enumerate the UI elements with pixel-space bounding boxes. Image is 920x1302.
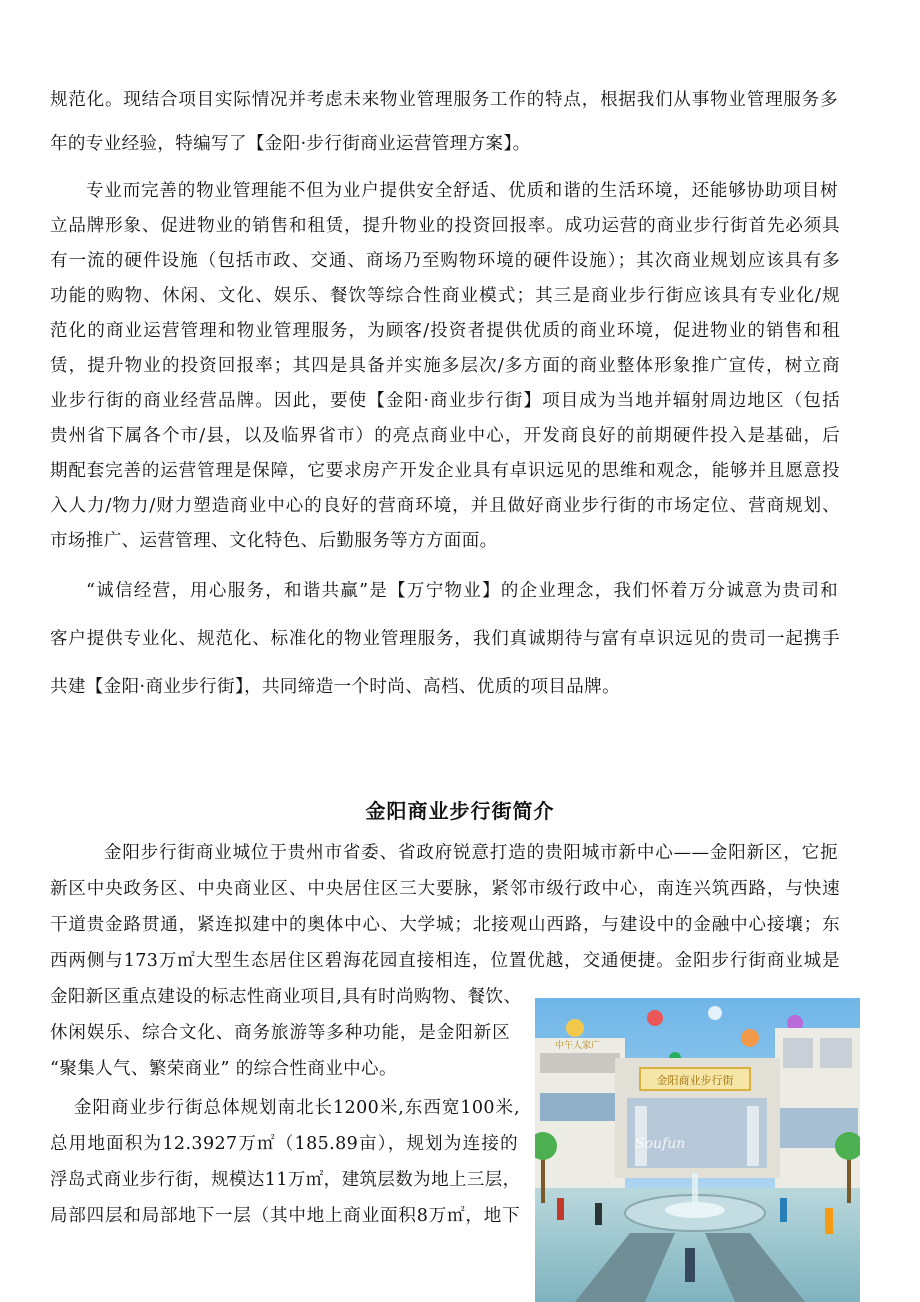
person <box>825 1208 833 1234</box>
balloon <box>708 1006 722 1020</box>
balloon <box>566 1019 584 1037</box>
section-line: “聚集人气、繁荣商业” 的综合性商业中心。 <box>50 1059 397 1079</box>
paragraph-line: 范化的商业运营管理和物业管理服务，为顾客/投资者提供优质的商业环境，促进物业的销售和租 <box>50 321 840 341</box>
street-rendering-image <box>535 998 860 1302</box>
paragraph-line: 立品牌形象、促进物业的销售和租赁，提升物业的投资回报率。成功运营的商业步行街首先必须具 <box>50 216 840 236</box>
balloon <box>741 1029 759 1047</box>
paragraph-line: 期配套完善的运营管理是保障，它要求房产开发企业具有卓识远见的思维和观念，能够并且愿意投 <box>50 461 840 481</box>
intro-line: 规范化。现结合项目实际情况并考虑未来物业管理服务工作的特点，根据我们从事物业管理服务多 <box>50 90 838 110</box>
person <box>780 1198 787 1222</box>
person <box>685 1248 695 1282</box>
paragraph-line: 业步行街的商业经营品牌。因此，要使【金阳·商业步行街】项目成为当地并辐射周边地区（包括 <box>50 391 840 411</box>
section-line: 局部四层和局部地下一层（其中地上商业面积8万㎡，地下 <box>50 1206 520 1226</box>
intro-line: 年的专业经验，特编写了【金阳·步行街商业运营管理方案】。 <box>50 134 531 154</box>
section-line: 总用地面积为12.3927万㎡（185.89亩），规划为连接的 <box>50 1134 518 1154</box>
section-line: 新区中央政务区、中央商业区、中央居住区三大要脉，紧邻市级行政中心，南连兴筑西路，与快速 <box>50 879 840 899</box>
balloon <box>647 1010 663 1026</box>
paragraph-line: 入人力/物力/财力塑造商业中心的良好的营商环境，并且做好商业步行街的市场定位、营商规划、 <box>50 496 840 516</box>
paragraph-line: 赁，提升物业的投资回报率；其四是具备并实施多层次/多方面的商业整体形象推广宣传，树立商 <box>50 356 840 376</box>
paragraph-line: 市场推广、运营管理、文化特色、后勤服务等方方面面。 <box>50 531 498 551</box>
paragraph-line: 客户提供专业化、规范化、标准化的物业管理服务，我们真诚期待与富有卓识远见的贵司一起携手 <box>50 629 840 649</box>
person <box>557 1198 564 1220</box>
section-line: 金阳新区重点建设的标志性商业项目,具有时尚购物、餐饮、 <box>50 987 522 1007</box>
paragraph-line: 专业而完善的物业管理能不但为业户提供安全舒适、优质和谐的生活环境，还能够协助项目树 <box>86 181 838 201</box>
paragraph-line: 有一流的硬件设施（包括市政、交通、商场乃至购物环境的硬件设施）；其次商业规划应该具有多 <box>50 251 840 271</box>
paragraph-line: 功能的购物、休闲、文化、娱乐、餐饮等综合性商业模式；其三是商业步行街应该具有专业化/规 <box>50 286 840 306</box>
paragraph-line: 共建【金阳·商业步行街】，共同缔造一个时尚、高档、优质的项目品牌。 <box>50 677 621 697</box>
section-line: 浮岛式商业步行街，规模达11万㎡，建筑层数为地上三层， <box>50 1170 521 1190</box>
badge-text: 中午人家广 <box>555 1041 601 1051</box>
paragraph-line: “诚信经营，用心服务，和谐共赢”是【万宁物业】的企业理念，我们怀着万分诚意为贵司和 <box>86 581 838 601</box>
section-line: 金阳步行街商业城位于贵州市省委、省政府锐意打造的贵阳城市新中心——金阳新区，它扼 <box>104 843 838 863</box>
store-sign-text: 金阳商业步行街 <box>656 1074 734 1087</box>
section-line: 金阳商业步行街总体规划南北长1200米,东西宽100米, <box>74 1098 520 1118</box>
paragraph-line: 贵州省下属各个市/县，以及临界省市）的亮点商业中心，开发商良好的前期硬件投入是基础，后 <box>50 426 840 446</box>
watermark-text: Soufun <box>635 1136 686 1152</box>
section-line: 干道贵金路贯通，紧连拟建中的奥体中心、大学城；北接观山西路，与建设中的金融中心接壤；东 <box>50 915 840 935</box>
person <box>595 1203 602 1225</box>
section-title: 金阳商业步行街简介 <box>365 799 555 823</box>
section-line: 休闲娱乐、综合文化、商务旅游等多种功能，是金阳新区 <box>50 1023 510 1043</box>
section-line: 西两侧与173万㎡大型生态居住区碧海花园直接相连，位置优越，交通便捷。金阳步行街商业城是 <box>50 951 840 971</box>
